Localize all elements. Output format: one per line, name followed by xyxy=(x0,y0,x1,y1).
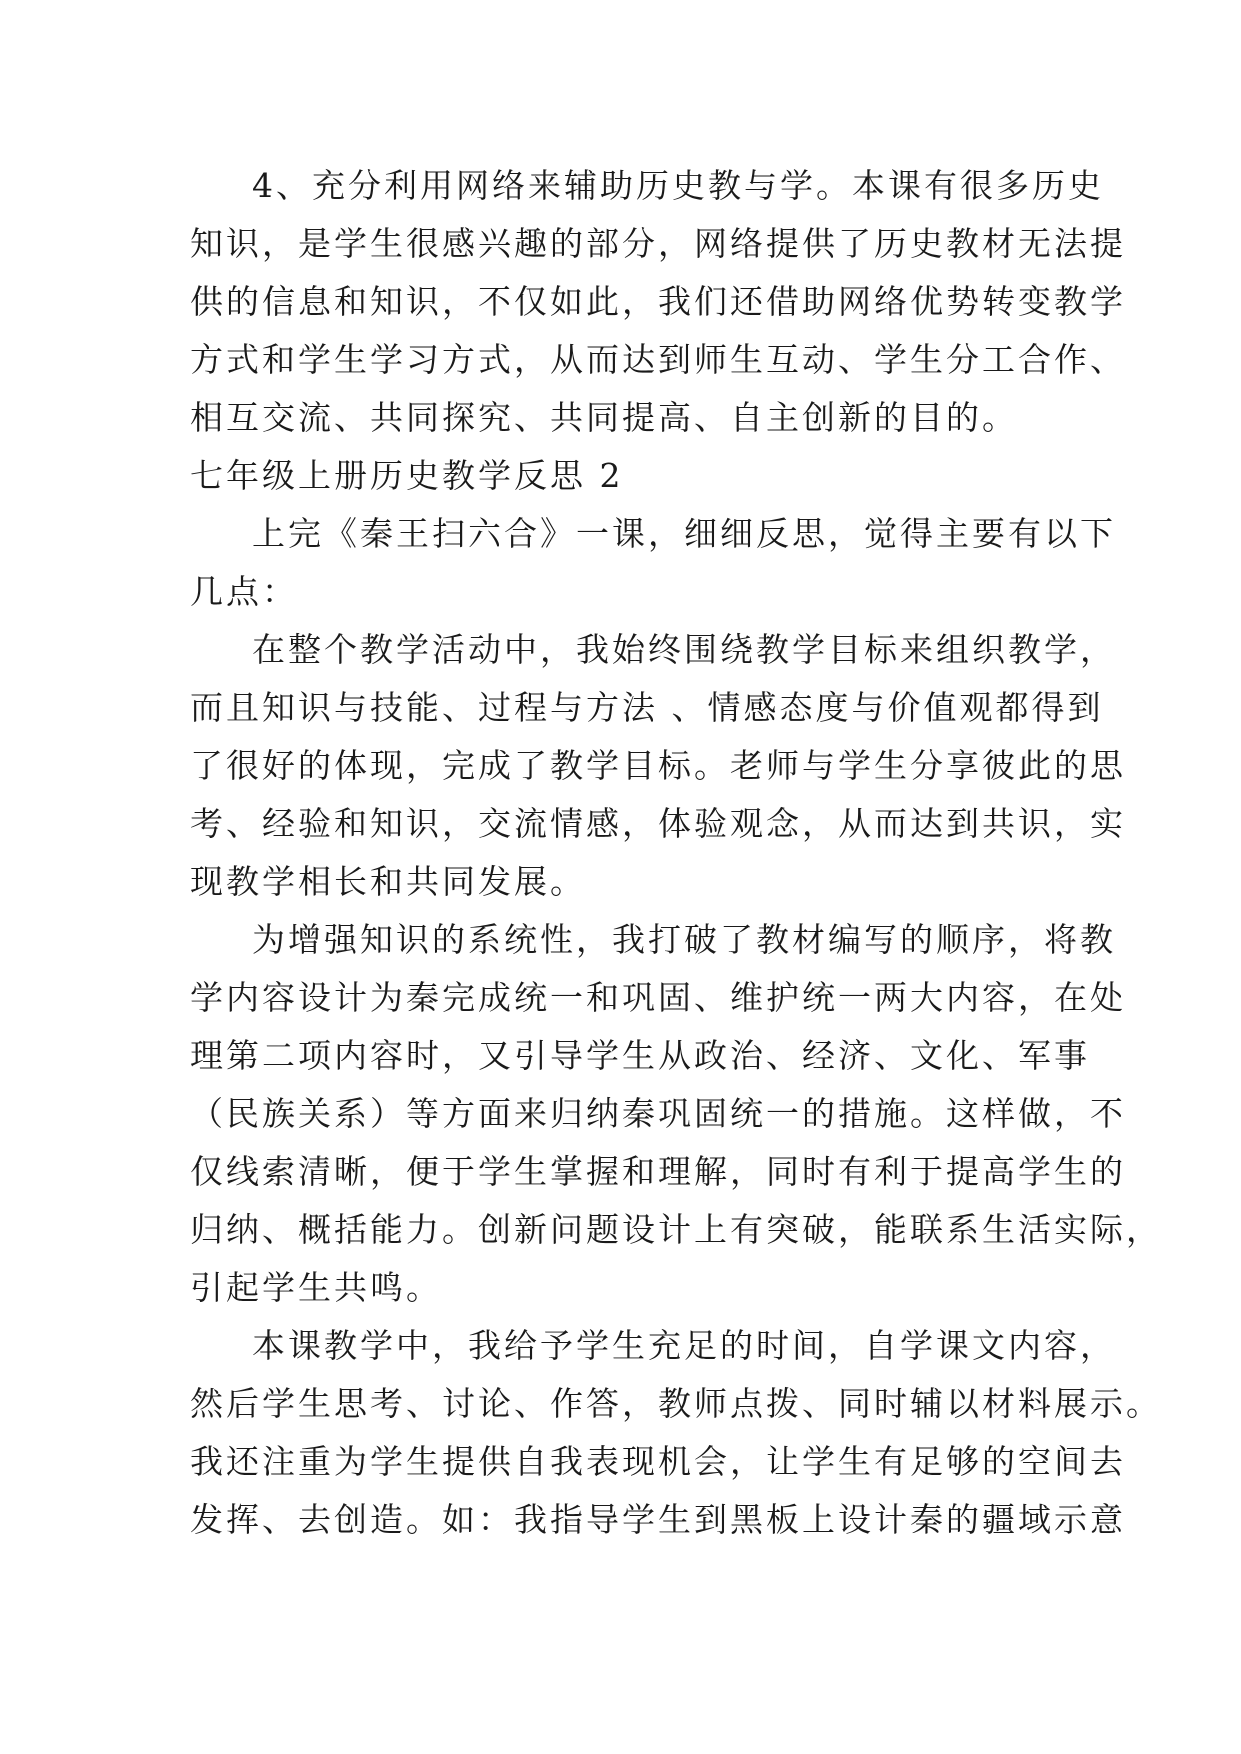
paragraph-line: 引起学生共鸣。 xyxy=(190,1268,442,1307)
paragraph-line: 归纳、概括能力。创新问题设计上有突破，能联系生活实际， xyxy=(190,1210,1162,1249)
paragraph-line: 4、充分利用网络来辅助历史教与学。本课有很多历史 xyxy=(252,166,1104,205)
paragraph-line: 考、经验和知识，交流情感，体验观念，从而达到共识，实 xyxy=(190,804,1126,843)
paragraph-line: 在整个教学活动中，我始终围绕教学目标来组织教学， xyxy=(252,630,1116,669)
paragraph-line: 供的信息和知识，不仅如此，我们还借助网络优势转变教学 xyxy=(190,282,1126,321)
paragraph-line: 然后学生思考、讨论、作答，教师点拨、同时辅以材料展示。 xyxy=(190,1384,1162,1423)
paragraph-line: 仅线索清晰，便于学生掌握和理解，同时有利于提高学生的 xyxy=(190,1152,1126,1191)
paragraph-line: 而且知识与技能、过程与方法 、情感态度与价值观都得到 xyxy=(190,688,1104,727)
paragraph-line: 知识，是学生很感兴趣的部分，网络提供了历史教材无法提 xyxy=(190,224,1126,263)
paragraph-line: 学内容设计为秦完成统一和巩固、维护统一两大内容，在处 xyxy=(190,978,1126,1017)
paragraph-line: 几点： xyxy=(190,572,298,611)
paragraph-line: 上完《秦王扫六合》一课，细细反思，觉得主要有以下 xyxy=(252,514,1116,553)
section-heading: 七年级上册历史教学反思 2 xyxy=(190,456,624,495)
paragraph-line: 理第二项内容时，又引导学生从政治、经济、文化、军事 xyxy=(190,1036,1090,1075)
paragraph-line: 方式和学生学习方式，从而达到师生互动、学生分工合作、 xyxy=(190,340,1126,379)
paragraph-line: 了很好的体现，完成了教学目标。老师与学生分享彼此的思 xyxy=(190,746,1126,785)
paragraph-line: 本课教学中，我给予学生充足的时间，自学课文内容， xyxy=(252,1326,1116,1365)
paragraph-line: 我还注重为学生提供自我表现机会，让学生有足够的空间去 xyxy=(190,1442,1126,1481)
paragraph-line: 发挥、去创造。如：我指导学生到黑板上设计秦的疆域示意 xyxy=(190,1500,1126,1539)
paragraph-line: （民族关系）等方面来归纳秦巩固统一的措施。这样做，不 xyxy=(190,1094,1126,1133)
paragraph-line: 相互交流、共同探究、共同提高、自主创新的目的。 xyxy=(190,398,1018,437)
paragraph-line: 现教学相长和共同发展。 xyxy=(190,862,586,901)
paragraph-line: 为增强知识的系统性，我打破了教材编写的顺序，将教 xyxy=(252,920,1116,959)
